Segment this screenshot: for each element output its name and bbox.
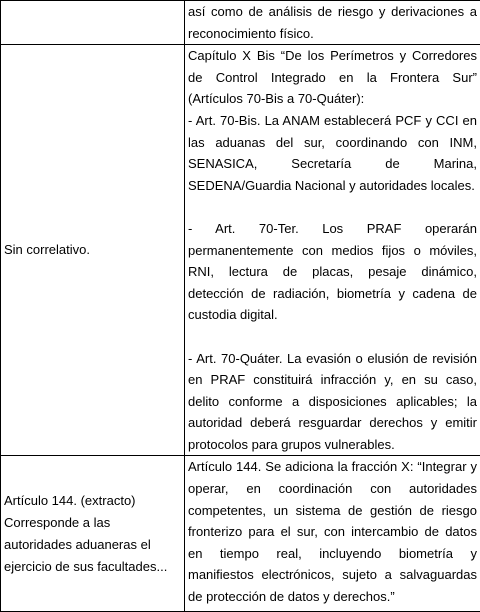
left-cell-sin-correlativo [1, 45, 185, 456]
table-row [1, 1, 480, 45]
left-text: Sin correlativo. [4, 239, 181, 261]
right-paragraph-70-ter: - Art. 70-Ter. Los PRAF operarán permanentemente con medios fijos o móviles, RNI, lectura de placas, pesaje dinámico, detección de radiación, biometría y cadena de custodia digital. [188, 218, 477, 326]
right-cell-fraccion-x [185, 456, 480, 612]
table-row [1, 45, 480, 456]
left-cell-empty [1, 1, 185, 45]
right-paragraph: Artículo 144. Se adiciona la fracción X: “Integrar y operar, en coordinación con autoridades competentes, un sistema de gestión de riesgo fronterizo para el sur, con intercambio de datos en tiempo real, incluyendo biometría y manifiestos electrónicos, sujeto a salvaguardas de protección de datos y derechos.” [188, 456, 477, 607]
right-cell-capitulo-x-bis [185, 45, 480, 456]
paragraph-gap [188, 196, 477, 218]
paragraph-gap [188, 326, 477, 348]
right-cell-analysis [185, 1, 480, 45]
left-cell-articulo-144 [1, 456, 185, 612]
table-row [1, 456, 480, 612]
right-paragraph-heading: Capítulo X Bis “De los Perímetros y Corredores de Control Integrado en la Frontera Sur” (Artículos 70-Bis a 70-Quáter): [188, 45, 477, 110]
right-paragraph-70-quater: - Art. 70-Quáter. La evasión o elusión de revisión en PRAF constituirá infracción y, en su caso, delito conforme a disposiciones aplicables; la autoridad deberá resguardar derechos y emitir protocolos para grupos vulnerables. [188, 348, 477, 456]
right-paragraph-70-bis: - Art. 70-Bis. La ANAM establecerá PCF y CCI en las aduanas del sur, coordinando con INM, SENASICA, Secretaría de Marina, SEDENA/Guardia Nacional y autoridades locales. [188, 110, 477, 196]
left-excerpt: Corresponde a las autoridades aduaneras el ejercicio de sus facultades... [4, 512, 181, 578]
right-paragraph: así como de análisis de riesgo y derivaciones a reconocimiento físico. [188, 1, 477, 44]
left-heading: Artículo 144. (extracto) [4, 490, 181, 512]
